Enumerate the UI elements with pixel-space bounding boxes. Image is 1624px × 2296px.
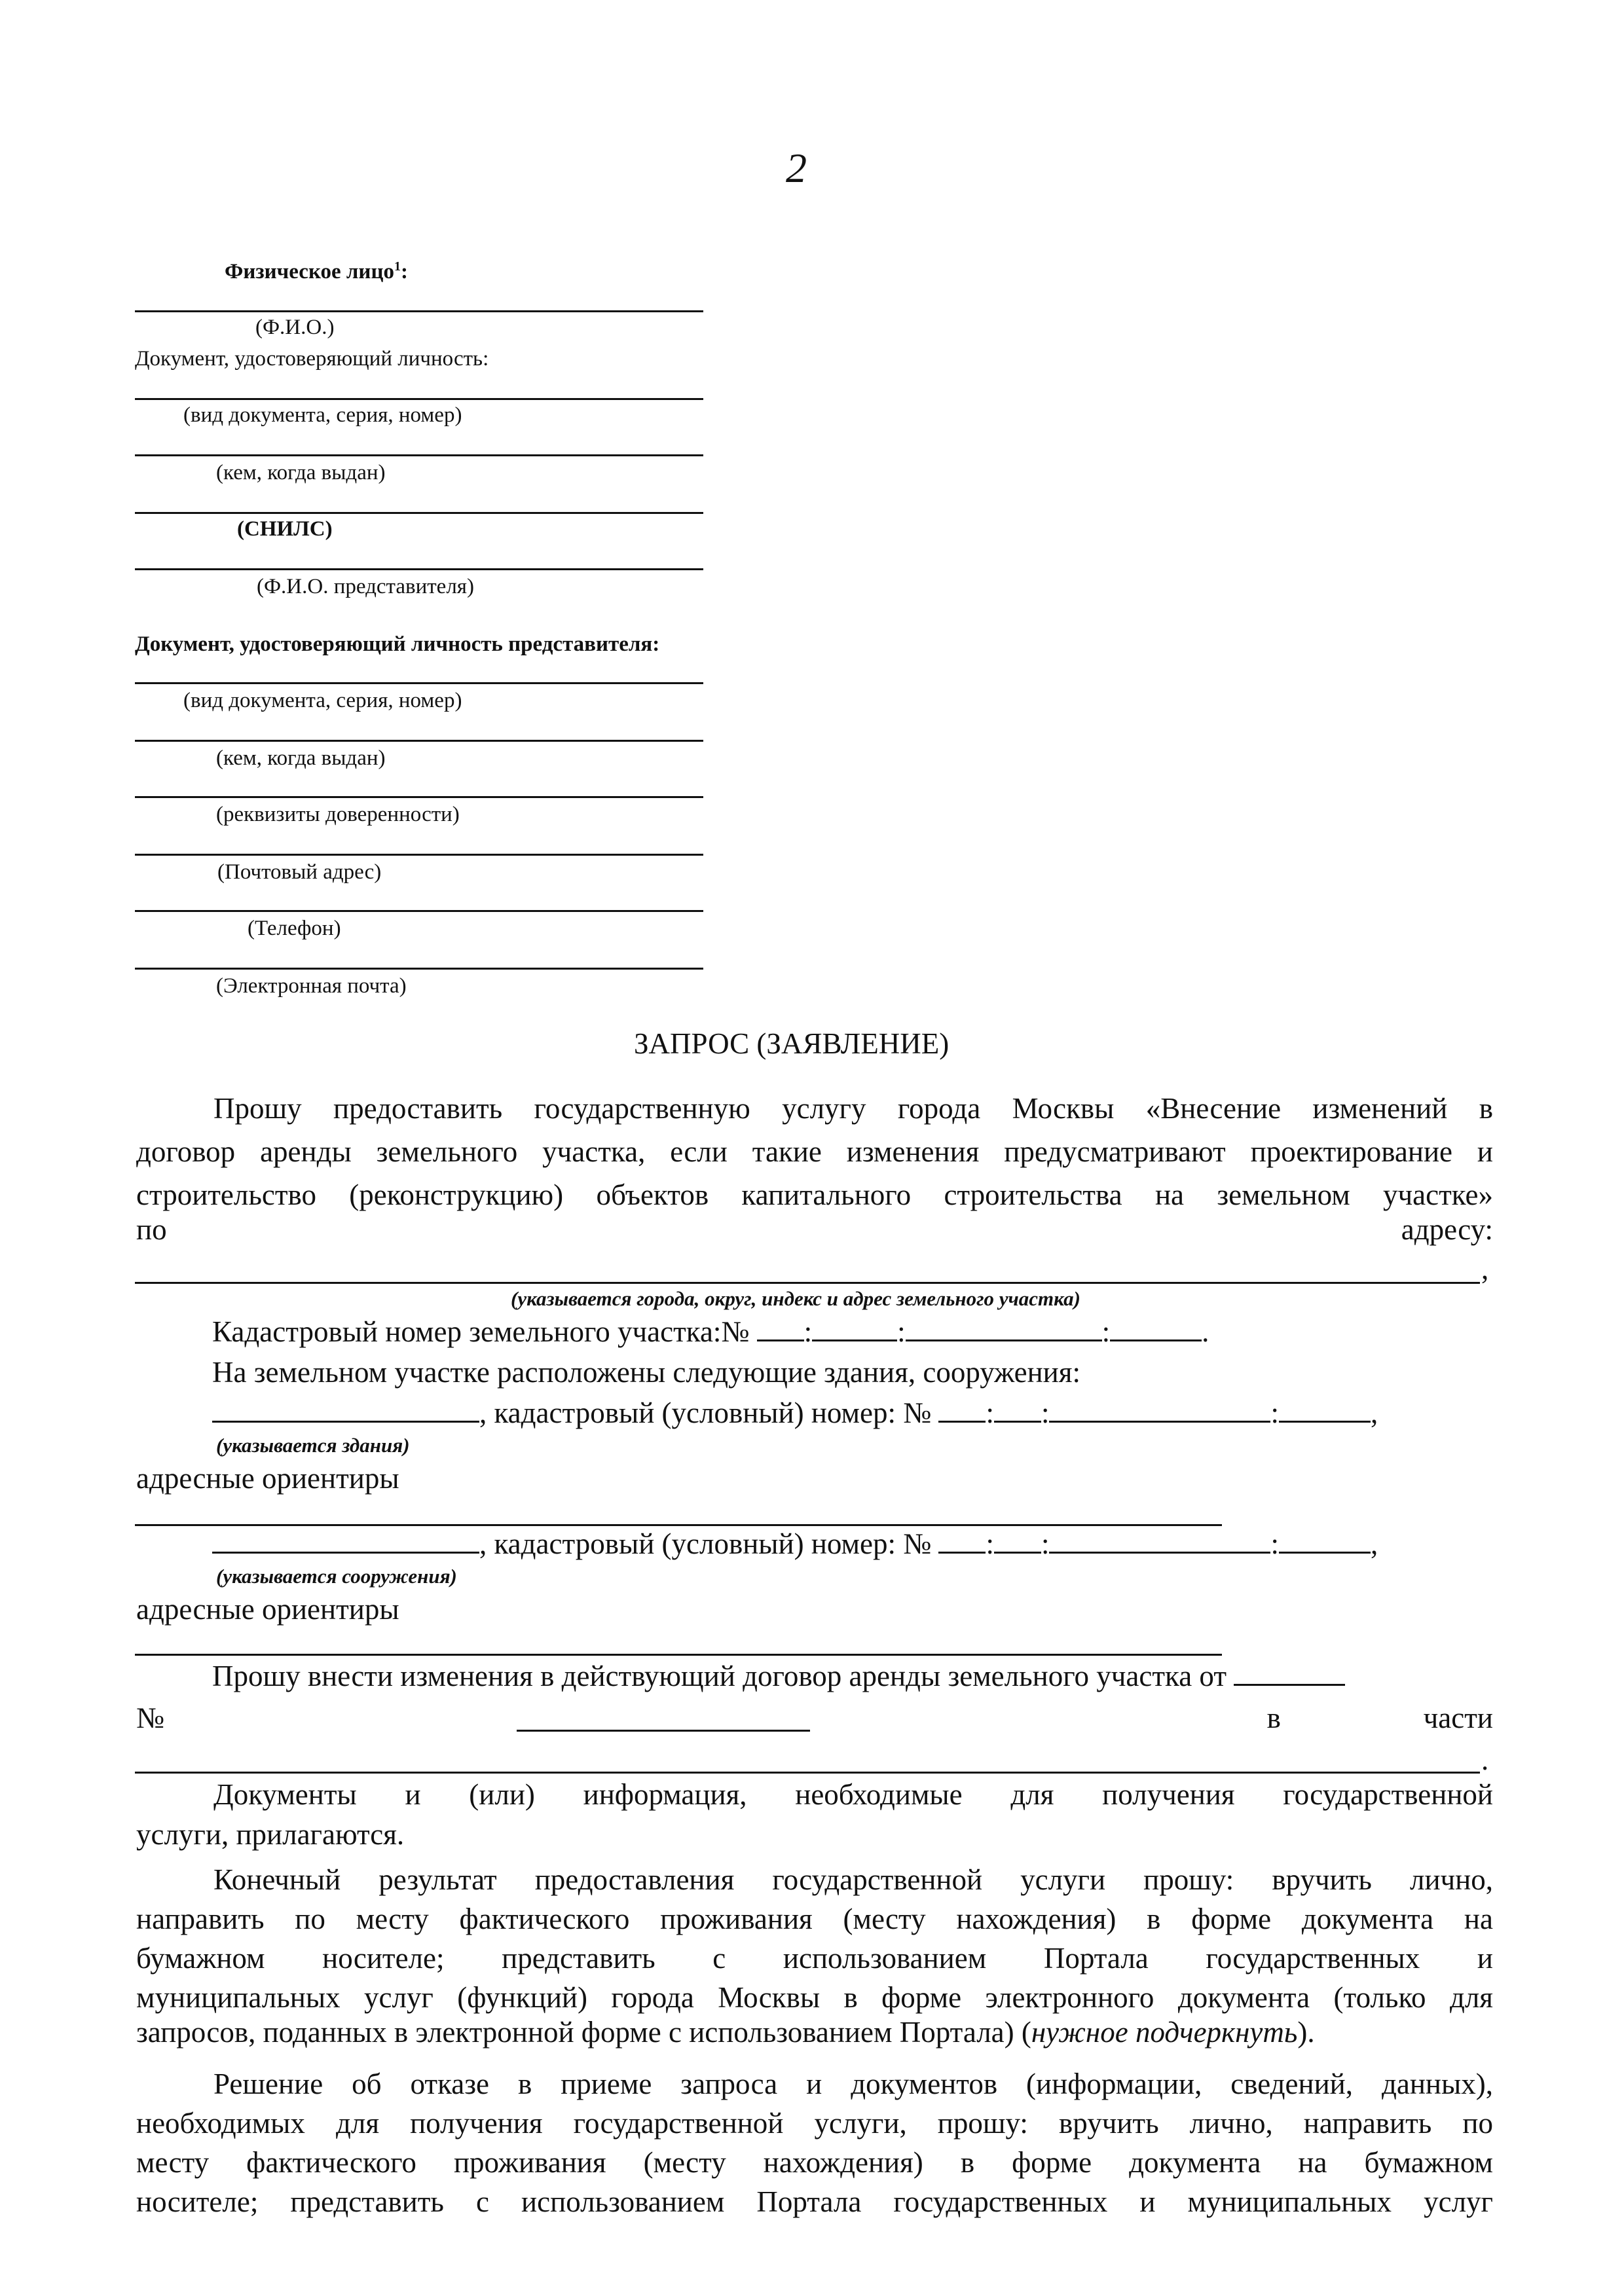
structure-row: , кадастровый (условный) номер: № : : : , — [212, 1527, 1378, 1561]
rep-doc-type-caption: (вид документа, серия, номер) — [183, 689, 462, 712]
poa-caption: (реквизиты доверенности) — [216, 803, 460, 826]
fio-line — [135, 310, 703, 312]
result-line-5: запросов, поданных в электронной форме с использованием Портала) (нужное подчеркнуть). — [136, 2016, 1315, 2049]
result-line-1: Конечный результат предоставления государственной услуги прошу: вручить лично, — [213, 1863, 1493, 1896]
refusal-line-2: необходимых для получения государственной услуги, прошу: вручить лично, направить по — [136, 2107, 1493, 2140]
contract-number-row: № в части — [136, 1702, 1493, 1734]
fio-caption: (Ф.И.О.) — [255, 316, 335, 339]
phone-caption: (Телефон) — [248, 917, 341, 940]
snils-caption: (СНИЛС) — [237, 517, 333, 541]
applicant-title: Физическое лицо$^1$: — [225, 259, 408, 283]
email-caption: (Электронная почта) — [216, 974, 407, 998]
request-line-1: Прошу предоставить государственную услугу города Москвы «Внесение изменений в — [213, 1092, 1493, 1125]
building-hint: (указывается здания) — [216, 1434, 410, 1457]
postal-caption: (Почтовый адрес) — [217, 860, 382, 884]
doc-type-line — [135, 398, 703, 400]
docs-line-2: услуги, прилагаются. — [136, 1818, 405, 1851]
address-comma: , — [1481, 1252, 1489, 1285]
structure-hint: (указывается сооружения) — [216, 1565, 457, 1588]
building-row: , кадастровый (условный) номер: № : : : , — [212, 1396, 1378, 1430]
issued-caption: (кем, когда выдан) — [216, 461, 386, 484]
rep-fio-line — [135, 568, 703, 570]
page-number: 2 — [786, 145, 807, 191]
building-landmarks-label: адресные ориентиры — [136, 1462, 399, 1495]
rep-issued-caption: (кем, когда выдан) — [216, 746, 386, 770]
building-landmarks-line — [135, 1524, 1222, 1526]
structure-landmarks-line — [135, 1654, 1222, 1656]
request-line-3: строительство (реконструкцию) объектов капитального строительства на земельном участке» — [136, 1178, 1493, 1211]
postal-line — [135, 854, 703, 856]
request-line-2: договор аренды земельного участка, если такие изменения предусматривают проектирование и — [136, 1135, 1493, 1168]
change-request-row: Прошу внести изменения в действующий договор аренды земельного участка от — [212, 1659, 1345, 1693]
refusal-line-1: Решение об отказе в приеме запроса и документов (информации, сведений, данных), — [213, 2068, 1493, 2100]
cadastral-number-row: Кадастровый номер земельного участка:№ : : : . — [212, 1315, 1209, 1348]
address-line — [135, 1282, 1480, 1284]
refusal-line-3: месту фактического проживания (месту нахождения) в форме документа на бумажном — [136, 2146, 1493, 2179]
refusal-line-4: носителе; представить с использованием Портала государственных и муниципальных услуг — [136, 2185, 1493, 2218]
issued-line — [135, 454, 703, 456]
poa-line — [135, 796, 703, 798]
request-title: ЗАПРОС (ЗАЯВЛЕНИЕ) — [634, 1027, 950, 1060]
part-line-dot: . — [1481, 1743, 1489, 1776]
result-line-2: направить по месту фактического проживания (месту нахождения) в форме документа на — [136, 1903, 1493, 1935]
rep-issued-line — [135, 740, 703, 742]
structure-landmarks-label: адресные ориентиры — [136, 1593, 399, 1626]
rep-fio-caption: (Ф.И.О. представителя) — [257, 575, 474, 598]
result-line-3: бумажном носителе; представить с использованием Портала государственных и — [136, 1942, 1493, 1975]
request-line-4: по адресу: — [136, 1213, 1493, 1246]
docs-line-1: Документы и (или) информация, необходимые для получения государственной — [213, 1778, 1493, 1811]
phone-line — [135, 910, 703, 912]
snils-line — [135, 512, 703, 514]
result-line-4: муниципальных услуг (функций) города Москвы в форме электронного документа (только для — [136, 1981, 1493, 2014]
rep-doc-type-line — [135, 682, 703, 684]
id-document-label: Документ, удостоверяющий личность: — [135, 347, 489, 371]
doc-type-caption: (вид документа, серия, номер) — [183, 403, 462, 427]
rep-document-label: Документ, удостоверяющий личность представителя: — [135, 632, 660, 656]
email-line — [135, 968, 703, 970]
address-hint: (указывается города, округ, индекс и адрес земельного участка) — [511, 1287, 1080, 1310]
buildings-intro: На земельном участке расположены следующие здания, сооружения: — [212, 1356, 1080, 1389]
